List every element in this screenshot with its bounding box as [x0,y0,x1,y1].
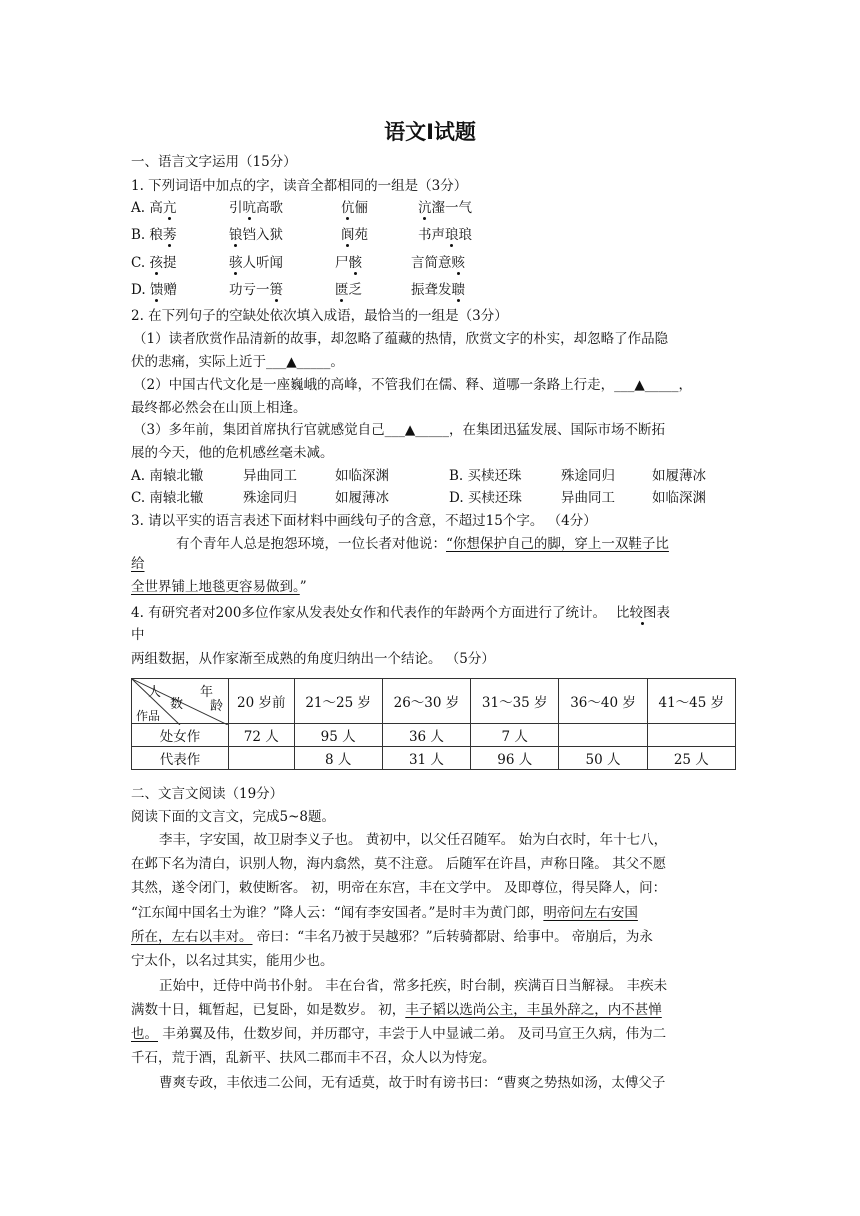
q3-quote-end: ” [299,579,307,595]
passage-line: 曹爽专政，丰依违二公间，无有适莫，故于时有谤书曰：“曹爽之势热如汤，太傅父子 [159,1075,666,1091]
table-cell [647,724,735,747]
col-header: 20 岁前 [229,679,295,724]
q2-opt: 异曲同工 [561,490,615,506]
passage-line: 其然，遂令闭门，敕使断客。 初，明帝在东宫，丰在文学中。 及即尊位，得吴降人，问： [131,880,667,896]
passage-underlined: 也。 [131,1026,158,1042]
passage-line: 在邺下名为清白，识别人物，海内翕然，莫不注意。 后随军在许昌，声称日隆。 其父不愿 [131,856,667,872]
q3-underlined-cont: 给 [131,556,145,572]
passage-line [131,904,638,922]
question-3: 3. 请以平实的语言表述下面材料中画线句子的含意，不超过15个字。 （4分） [131,513,597,529]
table-row [132,724,736,747]
header-count: 数 [170,697,184,712]
q2-sentence-2-cont: 最终都必然会在山顶上相逢。 [131,400,307,416]
age-statistics-table [131,678,736,770]
passage-line: 李丰，字安国，故卫尉李义子也。 黄初中，以父任召随军。 始为白衣时，年十七八， [159,832,668,848]
question-1: 1. 下列词语中加点的字，读音全都相同的一组是（3分） [131,178,468,194]
table-cell [559,724,647,747]
header-person: 人 [148,685,162,700]
question-4 [131,604,670,622]
section-1-heading: 一、语言文字运用（15分） [131,154,297,170]
col-header: 26～30 岁 [382,679,470,724]
header-age: 龄 [210,699,224,714]
passage-text: 满数十日，辄暂起，已复卧，如是数岁。 初， [131,1002,406,1018]
section-2-intro: 阅读下面的文言文，完成5~8题。 [131,809,335,825]
q3-text: 有个青年人总是抱怨环境，一位长者对他说： [176,536,446,552]
q3-underlined: “你想保护自己的脚，穿上一双鞋子比 [446,536,669,552]
q2-opt: D. 买椟还珠 [449,490,522,506]
q2-opt: A. 南辕北辙 [131,468,204,484]
q4-dotted: 比较图表 [615,605,670,621]
q3-material-cont [131,578,307,596]
passage-line: 宁太仆，以名过其实，能用少也。 [131,953,334,969]
q2-sentence-1: （1）读者欣赏作品清新的故事，却忽略了蕴藏的热情，欣赏文字的朴实，却忽略了作品隐 [133,331,669,347]
col-header: 21～25 岁 [294,679,382,724]
q2-opt: 如履薄冰 [652,468,706,484]
q2-opt: 如履薄冰 [335,490,389,506]
q4-text: 4. 有研究者对200多位作家从发表处女作和代表作的年龄两个方面进行了统计。 [131,605,606,621]
table-cell: 31 人 [382,747,470,770]
q2-opt: 殊途同归 [243,490,297,506]
exam-page: 语文Ⅰ试题 一、语言文字运用（15分） 1. 下列词语中加点的字，读音全都相同的一组是（3分） A. 高亢 引吭高歌 伉俪 沆瀣一气 B. 稂莠 锒铛入狱 阆苑 书声琅琅 C. 孩提 骇人听闻 尸骸 言简意赅 D. 馈赠 功亏一篑 匮乏 振聋发聩 2. 在下列句子的空缺处依次填入成语，最恰当的一组是（3分） （1）读者欣赏作品清新的故事，却忽略了蕴藏的热情，欣赏文字的朴实，却忽略了作品隐 伏的悲痛，实际上近于___▲_____。 （2）中国古代文化是一座巍峨的高峰，不管我们在儒、释、道哪一条路上行走，___▲_____， 最终都必然会在山顶上相逢。 （3）多年前，集团首席执行官就感觉自己___▲_____，在集团迅猛发展、国际市场不断拓 展的今天，他的危机感丝毫未减。 A. 南辕北辙 异曲同工 如临深渊 B. 买椟还珠 殊途同归 如履薄冰 C. 南辕北辙 殊途同归 如履薄冰 D. 买椟还珠 异曲同工 如临深渊 3. 请以平实的语言表述下面材料中画线句子的含意，不超过15个字。 （4分） 有个青年人总是抱怨环境，一位长者对他说：“你想保护自己的脚，穿上一双鞋子比 给 全世界铺上地毯更容易做到。” 4. 有研究者对200多位作家从发表处女作和代表作的年龄两个方面进行了统计。 比较图表 中 两组数据，从作家渐至成熟的角度归纳出一个结论。 （5分） 人 数 年 龄 作品 20 岁前 21～25 岁 26～30 岁 31～35 岁 36～40 岁 41～45 岁 处女作 72 人 95 人 36 人 7 人 代表作 8 人 31 人 96 人 50 人 25 人 二、文言文阅读（19分） 阅读下面的文言文，完成5~8题。 李丰，字安国，故卫尉李义子也。 黄初中，以父任召随军。 始为白衣时，年十七八， 在邺下名为清白，识别人物，海内翕然，莫不注意。 后随军在许昌，声称日隆。 其父不愿 其然，遂令闭门，敕使断客。 初，明帝在东宫，丰在文学中。 及即尊位，得吴降人，问： “江东闻中国名士为谁？”降人云：“闻有李安国者。”是时丰为黄门郎，明帝问左右安国 所在，左右以丰对。 帝曰：“丰名乃被于吴越邪？”后转骑都尉、给事中。 帝崩后，为永 宁太仆，以名过其实，能用少也。 正始中，迁侍中尚书仆射。 丰在台省，常多托疾，时台制，疾满百日当解禄。 丰疾未 满数十日，辄暂起，已复卧，如是数岁。 初，丰子韬以选尚公主，丰虽外辞之，内不甚惮 也。 丰弟翼及伟，仕数岁间，并历郡守，丰尝于人中显诫二弟。 及司马宣王久病，伟为二 千石，荒于酒，乱新平、扶风二郡而丰不召，众人以为恃宠。 曹爽专政，丰依违二公间，无有适莫，故于时有谤书曰：“曹爽之势热如汤，太傅父子 [0,0,860,1216]
question-4-cont: 中 [131,627,145,643]
q2-sentence-3: （3）多年前，集团首席执行官就感觉自己___▲_____，在集团迅猛发展、国际市场不断拓 [133,422,665,438]
question-4-cont2: 两组数据，从作家渐至成熟的角度归纳出一个结论。 （5分） [131,651,495,667]
table-cell: 50 人 [559,747,647,770]
passage-line [131,1001,662,1019]
table-cell: 25 人 [647,747,735,770]
passage-text: “江东闻中国名士为谁？”降人云：“闻有李安国者。”是时丰为黄门郎， [131,905,544,921]
table-cell: 96 人 [471,747,559,770]
col-header: 36～40 岁 [559,679,647,724]
q3-underlined-end: 全世界铺上地毯更容易做到。 [131,579,300,595]
page-title: 语文Ⅰ试题 [384,120,476,144]
q2-sentence-3-cont: 展的今天，他的危机感丝毫未减。 [131,445,334,461]
section-2-heading: 二、文言文阅读（19分） [131,786,284,802]
table-cell: 8 人 [294,747,382,770]
q2-opt: 殊途同归 [561,468,615,484]
question-2: 2. 在下列句子的空缺处依次填入成语，最恰当的一组是（3分） [131,308,508,324]
passage-line [131,928,653,946]
table-cell [229,747,295,770]
q2-opt: B. 买椟还珠 [449,468,522,484]
passage-underlined: 所在，左右以丰对。 [131,929,253,945]
row-label: 处女作 [132,724,229,747]
table-cell: 7 人 [471,724,559,747]
header-year: 年 [200,685,214,700]
table-row [132,747,736,770]
passage-underlined: 丰子韬以选尚公主，丰虽外辞之，内不甚惮 [405,1002,662,1018]
col-header: 31～35 岁 [471,679,559,724]
q2-opt: 如临深渊 [652,490,706,506]
q2-opt: 如临深渊 [335,468,389,484]
q3-material [176,535,669,553]
q2-sentence-1-cont: 伏的悲痛，实际上近于___▲_____。 [131,354,344,370]
table-cell: 72 人 [229,724,295,747]
table-cell: 36 人 [382,724,470,747]
q2-sentence-2: （2）中国古代文化是一座巍峨的高峰，不管我们在儒、释、道哪一条路上行走，___▲_____， [133,377,692,393]
passage-line: 千石，荒于酒，乱新平、扶风二郡而丰不召，众人以为恃宠。 [131,1050,496,1066]
table-cell: 95 人 [294,724,382,747]
row-label: 代表作 [132,747,229,770]
q2-opt: 异曲同工 [243,468,297,484]
passage-text: 丰弟翼及伟，仕数岁间，并历郡守，丰尝于人中显诫二弟。 及司马宣王久病，伟为二 [158,1026,667,1042]
q2-opt: C. 南辕北辙 [131,490,204,506]
header-work: 作品 [136,709,161,723]
col-header: 41～45 岁 [647,679,735,724]
passage-line: 正始中，迁侍中尚书仆射。 丰在台省，常多托疾，时台制，疾满百日当解禄。 丰疾未 [159,978,668,994]
passage-line [131,1025,666,1043]
passage-underlined: 明帝问左右安国 [543,905,638,921]
table-corner-header [132,679,229,724]
passage-text: 帝曰：“丰名乃被于吴越邪？”后转骑都尉、给事中。 帝崩后，为永 [252,929,653,945]
